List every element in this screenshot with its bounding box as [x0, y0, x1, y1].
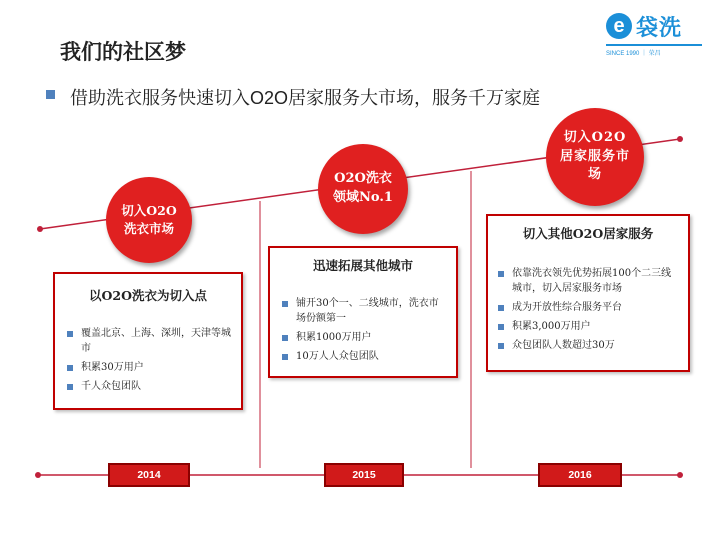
year-label-2015: 2015 — [324, 463, 404, 487]
milestone-circle-2015 — [318, 144, 408, 234]
milestone-circle-label: O2O洗衣 领域No.1 — [333, 171, 393, 205]
year-label-2014: 2014 — [108, 463, 190, 487]
brand-tagline: SINCE 1990 ｜ 荣昌 — [606, 51, 661, 57]
list-item: 积累30万用户 — [67, 360, 231, 375]
card-title: 迅速拓展其他城市 — [312, 258, 413, 273]
list-item: 依靠洗衣领先优势拓展100个二三线城市，切入居家服务市场 — [498, 266, 678, 296]
milestone-card-2015 — [268, 246, 458, 378]
list-item: 千人众包团队 — [67, 379, 231, 394]
milestone-circle-2016 — [546, 108, 644, 206]
growth-line-start-dot — [37, 226, 43, 232]
list-item: 覆盖北京、上海、深圳，天津等城市 — [67, 326, 231, 356]
milestone-card-2014 — [53, 272, 243, 410]
milestone-circle-2014 — [106, 177, 192, 263]
brand-e-icon: e — [606, 13, 632, 39]
timeline-start-dot — [35, 472, 41, 478]
subtitle: 借助洗衣服务快速切入O2O居家服务大市场，服务千万家庭 — [70, 88, 541, 108]
growth-line-end-dot — [677, 136, 683, 142]
milestone-circle-label: 切入O2O 居家服务市 场 — [559, 129, 630, 183]
list-item: 积累3,000万用户 — [498, 319, 678, 334]
brand-name: 袋洗 — [636, 14, 683, 40]
timeline-end-dot — [677, 472, 683, 478]
list-item: 成为开放性综合服务平台 — [498, 300, 678, 315]
card-title: 以O2O洗衣为切入点 — [89, 288, 207, 303]
list-item: 10万人人众包团队 — [282, 349, 446, 364]
card-bullet-list — [282, 296, 446, 364]
list-item: 铺开30个一、二线城市，洗衣市场份额第一 — [282, 296, 446, 326]
milestone-card-2016 — [486, 214, 690, 372]
list-item: 积累1000万用户 — [282, 330, 446, 345]
list-item: 众包团队人数超过30万 — [498, 338, 678, 353]
milestone-circle-label: 切入O2O 洗衣市场 — [121, 202, 177, 236]
card-title: 切入其他O2O居家服务 — [522, 226, 654, 241]
card-bullet-list — [67, 326, 231, 394]
card-bullet-list — [498, 266, 678, 353]
year-label-2016: 2016 — [538, 463, 622, 487]
page-title: 我们的社区梦 — [60, 41, 186, 64]
